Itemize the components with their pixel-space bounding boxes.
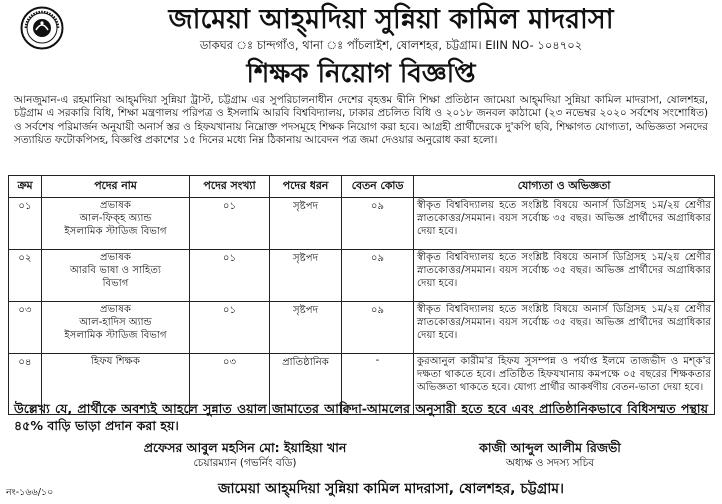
qualification-cell: স্বীকৃত বিশ্ববিদ্যালয় হতে সংশ্লিষ্ট বিষয়ে অনার্স ডিগ্রিসহ ১ম/২য় শ্রেণীর স্নাতকোত্তর/সমমান। বয়স সর্বোচ্চ ৩৫ বছর। অভিজ্ঞ প্রার্থীদের অগ্রাধিকার দেয়া হবে। (414, 250, 715, 302)
post-line: প্রভাষক (100, 200, 131, 211)
type-cell: সৃষ্টপদ (270, 250, 342, 302)
vacancy-table (8, 175, 715, 415)
table-header-row (9, 176, 715, 198)
footer-institution: জামেয়া আহ্‌মদিয়া সুন্নিয়া কামিল মাদরাসা, ষোলশহর, চট্টগ্রাম। (217, 481, 565, 497)
type-cell: প্রাতিষ্ঠানিক (270, 354, 342, 415)
type-cell: সৃষ্টপদ (270, 198, 342, 250)
table-row (9, 302, 715, 354)
post-line: আরবি ভাষা ও সাহিত্য (70, 265, 161, 276)
serial-cell: ০৪ (9, 354, 42, 415)
chairman-signature-block (120, 440, 370, 470)
serial-cell: ০১ (9, 198, 42, 250)
qualification-cell: কুরআনুল কারীম'র হিফয সুসম্পন্ন ও পর্যাপ্ত ইলমে তাজভীদ ও মশ্‌ক'র দক্ষতা থাকতে হবে। প্রতিষ্ঠিত হিফযখানায় কমপক্ষে ০৫ বছরের শিক্ষকতার অভিজ্ঞতা থাকতে হবে। যোগ্য প্রার্থীর আকর্ষণীয় বেতন-ভাতা দেয়া হবে। (414, 354, 715, 415)
col-header-count: পদের সংখ্যা (190, 176, 270, 198)
principal-role: অধ্যক্ষ ও সদস্য সচিব (505, 457, 595, 469)
post-line: ইসলামিক স্টাডিজ বিভাগ (64, 226, 167, 237)
post-line: আল-হাদিস অ্যান্ড (79, 317, 152, 328)
reference-number: নং-১৬৬/১০ (6, 487, 54, 498)
post-cell (42, 250, 190, 302)
qualification-cell: স্বীকৃত বিশ্ববিদ্যালয় হতে সংশ্লিষ্ট বিষয়ে অনার্স ডিগ্রিসহ ১ম/২য় শ্রেণীর স্নাতকোত্তর/সমমান। বয়স সর্বোচ্চ ৩৫ বছর। অভিজ্ঞ প্রার্থীদের অগ্রাধিকার দেয়া হবে। (414, 302, 715, 354)
post-line: আল-ফিক্‌হ অ্যান্ড (79, 213, 152, 224)
serial-cell: ০৩ (9, 302, 42, 354)
notice-title: শিক্ষক নিয়োগ বিজ্ঞপ্তি (246, 59, 476, 89)
post-cell (42, 198, 190, 250)
principal-name: কাজী আব্দুল আলীম রিজভী (479, 440, 621, 455)
madrasa-seal-icon (20, 6, 64, 50)
pay-code-cell: ০৯ (342, 198, 414, 250)
count-cell: ০১ (190, 198, 270, 250)
intro-paragraph: আনজুমান-এ রহমানিয়া আহ্‌মদিয়া সুন্নিয়া ট্রাস্ট, চট্টগ্রাম এর সুপরিচালনাধীন দেশের বৃহত্তম দ্বীনি শিক্ষা প্রতিষ্ঠান জামেয়া আহ্‌মদিয়া সুন্নিয়া কামিল মাদরাসা, ষোলশহর, চট্টগ্রাম এ সরকারি বিধি, শিক্ষা মন্ত্রণালয় পরিপত্র ও ইসলামি আরবি বিশ্ববিদ্যালয়, ঢাকার প্রচলিত বিধি ও ২০১৮ জনবল কাঠামো (২৩ নভেম্বর ২০২০ সর্বশেষ সংশোধিত) ও সর্বশেষ পরিমার্জন অনুযায়ী অনার্স স্তর ও হিফযখানায় নিম্নোক্ত পদসমূহে শিক্ষক নিয়োগ করা হবে। আগ্রহী প্রার্থীদেরকে দু'কপি ছবি, শিক্ষাগত যোগ্যতা, অভিজ্ঞতা সনদের সত্যায়িত ফটোকপিসহ, বিজ্ঞপ্তি প্রকাশের ১৫ দিনের মধ্যে নিম্ন ঠিকানায় আবেদন পত্র জমা দেওয়ার অনুরোধ করা হলো। (14, 94, 708, 147)
pay-code-cell: ০৯ (342, 302, 414, 354)
post-cell (42, 302, 190, 354)
principal-signature-block (420, 440, 680, 470)
type-cell: সৃষ্টপদ (270, 302, 342, 354)
eligibility-note: উল্লেখ্য যে, প্রার্থীকে অবশ্যই আহলে সুন্নাত ওয়াল জামাতের আক্বিদা-আমলের অনুসারী হতে হবে এবং প্রাতিষ্ঠানিকভাবে বিধিসম্মত পন্থায় ৪৫% বাড়ি ভাড়া প্রদান করা হয়। (14, 401, 708, 433)
count-cell: ০১ (190, 302, 270, 354)
table-row (9, 198, 715, 250)
post-line: বিভাগ (102, 278, 129, 289)
col-header-post: পদের নাম (42, 176, 190, 198)
post-line: হিফয শিক্ষক (90, 356, 141, 367)
post-line: প্রভাষক (100, 252, 131, 263)
post-line: প্রভাষক (100, 304, 131, 315)
institution-title: জামেয়া আহ্‌মদিয়া সুন্নিয়া কামিল মাদরাসা (168, 4, 614, 35)
count-cell: ০৩ (190, 354, 270, 415)
count-cell: ০১ (190, 250, 270, 302)
chairman-role: চেয়ারম্যান (গভর্নিং বডি) (193, 457, 297, 469)
table-row (9, 250, 715, 302)
col-header-pay-code: বেতন কোড (342, 176, 414, 198)
chairman-name: প্রফেসর আবুল মহসিন মো: ইয়াহিয়া খান (143, 440, 347, 455)
col-header-serial: ক্রম (9, 176, 42, 198)
post-line: ইসলামিক স্টাডিজ বিভাগ (64, 330, 167, 341)
qualification-cell: স্বীকৃত বিশ্ববিদ্যালয় হতে সংশ্লিষ্ট বিষয়ে অনার্স ডিগ্রিসহ ১ম/২য় শ্রেণীর স্নাতকোত্তর/সমমান। বয়স সর্বোচ্চ ৩৫ বছর। অভিজ্ঞ প্রার্থীদের অগ্রাধিকার দেয়া হবে। (414, 198, 715, 250)
pay-code-cell: ০৯ (342, 250, 414, 302)
institution-address: ডাকঘর ঃ চান্দগাঁও, থানা ঃ পাঁচলাইশ, ষোলশহর, চট্টগ্রাম। EIIN NO- ১০৪৭০২ (199, 38, 583, 52)
pay-code-cell: - (342, 354, 414, 415)
col-header-qualification: যোগ্যতা ও অভিজ্ঞতা (414, 176, 715, 198)
serial-cell: ০২ (9, 250, 42, 302)
col-header-type: পদের ধরন (270, 176, 342, 198)
